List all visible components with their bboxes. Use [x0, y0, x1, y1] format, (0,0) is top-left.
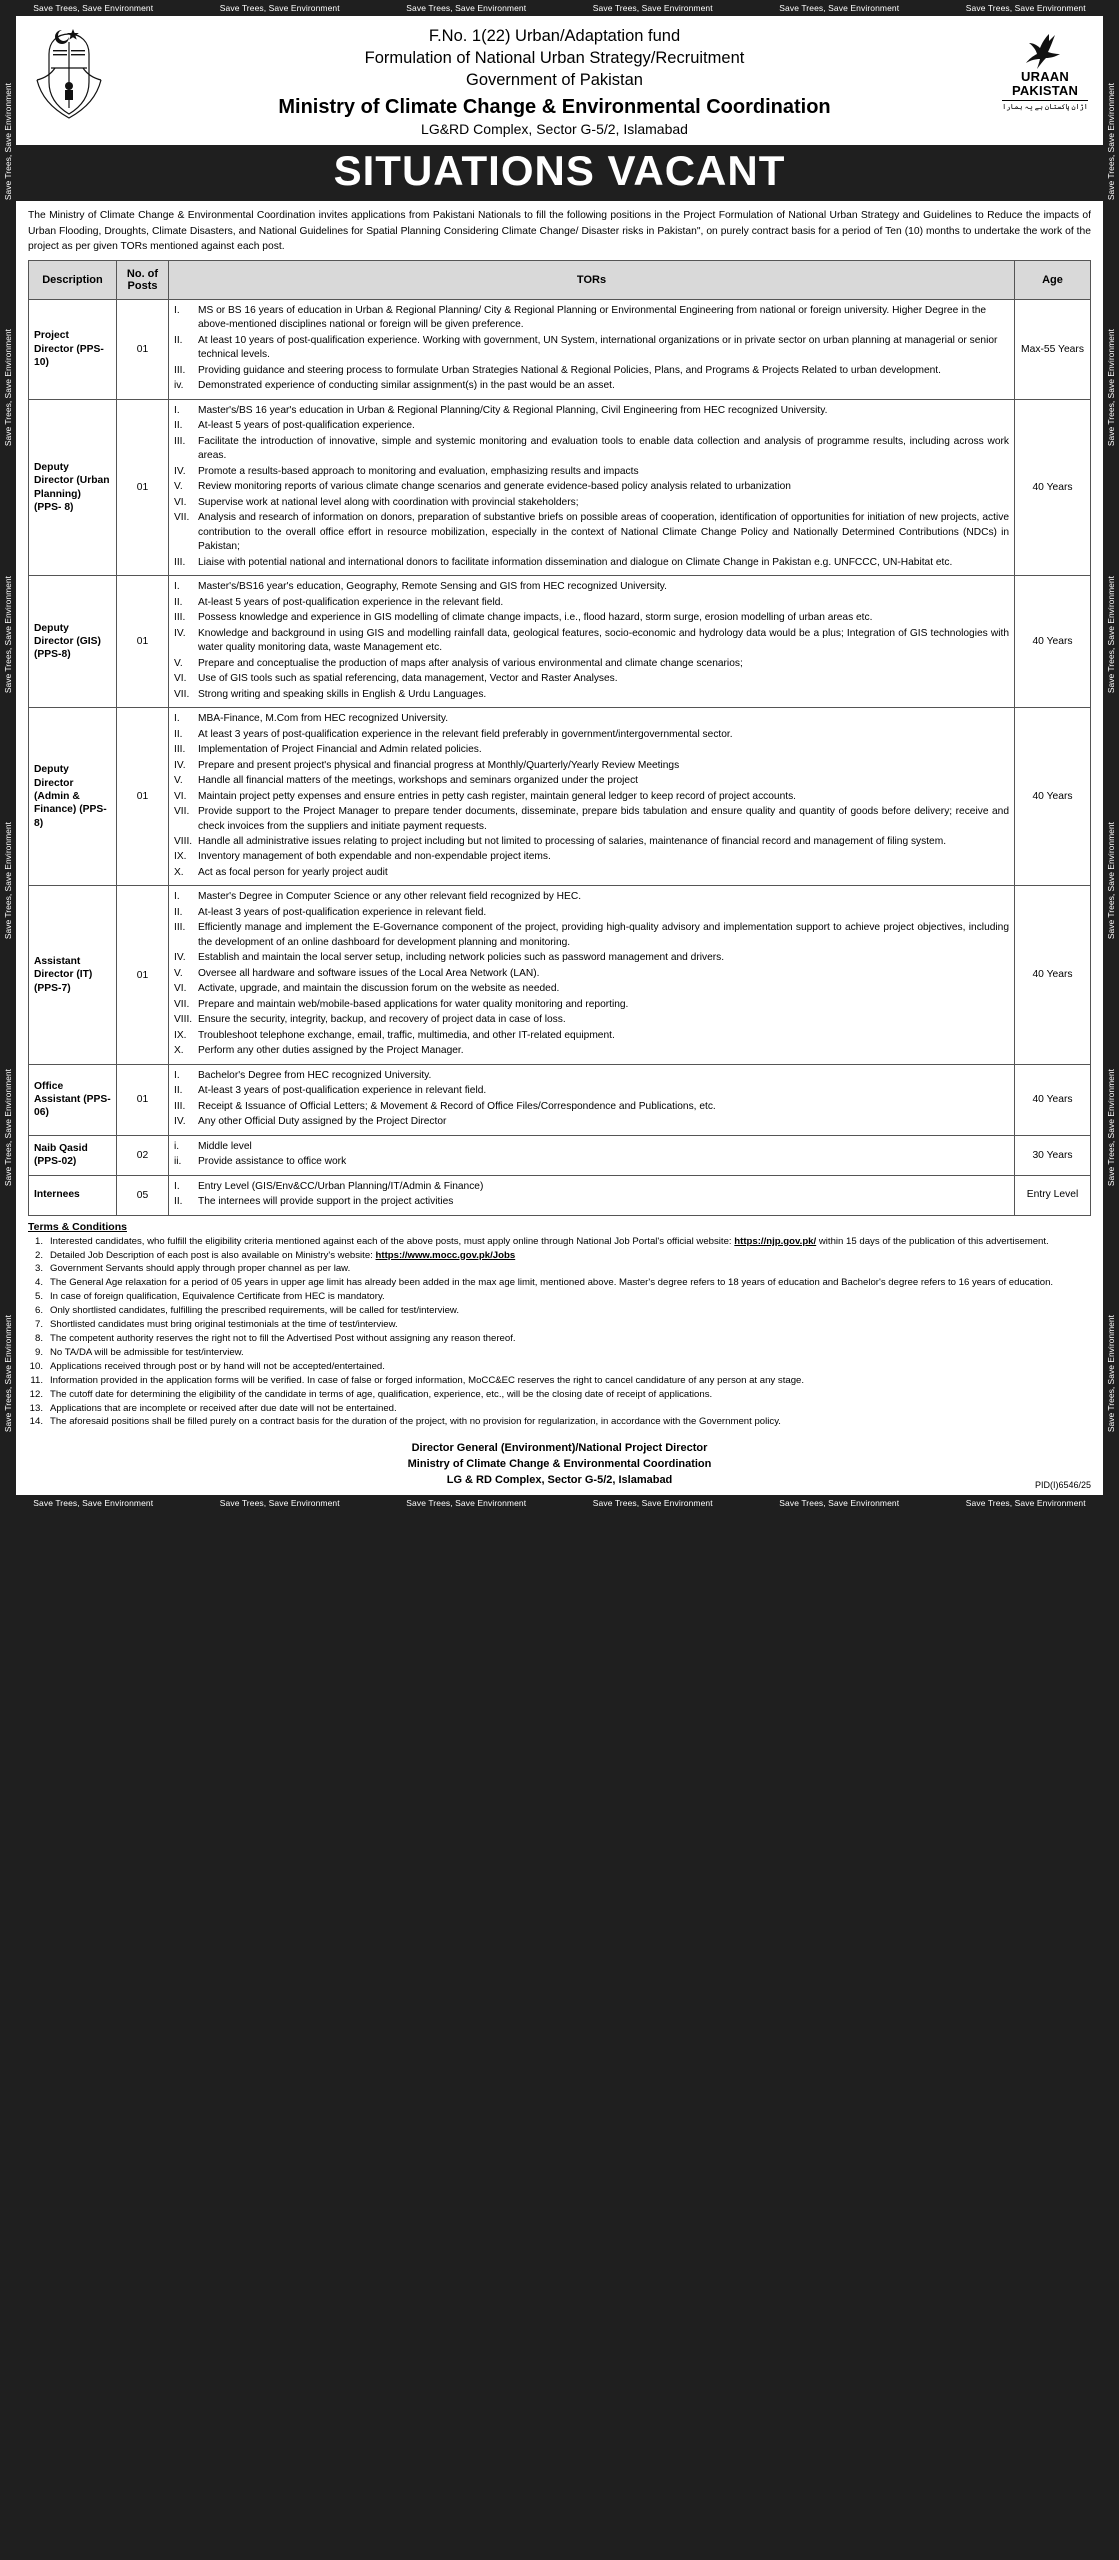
marquee-text: Save Trees, Save Environment	[219, 3, 340, 13]
job-tors	[169, 1064, 1015, 1135]
tor-text: Act as focal person for yearly project audit	[198, 866, 388, 878]
terms-item	[28, 1402, 1091, 1416]
tor-number: IX.	[174, 1029, 187, 1041]
tor-number: VI.	[174, 983, 187, 995]
tor-number: ii.	[174, 1156, 182, 1168]
job-age-limit: Entry Level	[1015, 1175, 1091, 1215]
tor-item	[174, 712, 1009, 726]
terms-item-text: Interested candidates, who fulfill the eligibility criteria mentioned against each of the above posts, must apply online through National Job Portal's official website: https://njp.gov.pk/ within 15 days of the publication of this advertisement.	[50, 1235, 1049, 1247]
job-age-limit: 40 Years	[1015, 399, 1091, 575]
job-tors	[169, 1175, 1015, 1215]
tor-text: Use of GIS tools such as spatial referencing, data management, Vector and Raster Analyses.	[198, 673, 618, 685]
job-age-limit: 40 Years	[1015, 576, 1091, 708]
tor-number: IV.	[174, 465, 186, 477]
masthead	[16, 16, 1103, 145]
column-header-tors: TORs	[169, 261, 1015, 300]
terms-item-number: 2.	[34, 1249, 43, 1261]
tor-number: VI.	[174, 496, 187, 508]
marquee-text: Save Trees, Save Environment	[3, 822, 13, 940]
terms-item-text: In case of foreign qualification, Equivalence Certificate from HEC is mandatory.	[50, 1291, 385, 1303]
tor-item	[174, 1155, 1009, 1169]
marquee-text: Save Trees, Save Environment	[779, 1498, 900, 1509]
office-address: LG&RD Complex, Sector G-5/2, Islamabad	[421, 121, 688, 138]
job-posts-count: 05	[117, 1175, 169, 1215]
tor-text: Analysis and research of information on donors, preparation of substantive briefs on possible areas of cooperation, identification of opportunities for initiation of new projects, active contribution to the overall office effort in resource mobilization, especially in the context of National Climate Change Policy and Nationally Determined Contributions (NDCs) in Pakistan;	[198, 512, 1009, 553]
tor-text: Maintain project petty expenses and ensure entries in petty cash register, maintain general ledger to keep record of project accounts.	[198, 790, 797, 802]
footer-address: LG & RD Complex, Sector G-5/2, Islamabad	[446, 1474, 673, 1487]
terms-item-text: Information provided in the application forms will be verified. In case of false or forged information, MoCC&EC reserves the right to cancel candidature of any person at any stage.	[50, 1374, 805, 1386]
tor-item	[174, 404, 1009, 418]
tor-item	[174, 967, 1009, 981]
job-description: Office Assistant (PPS-06)	[29, 1064, 117, 1135]
tor-number: I.	[174, 1069, 180, 1081]
tor-text: Facilitate the introduction of innovative, simple and systemic monitoring and evaluation tools to enable data collection and analysis of programme results, including across work areas.	[198, 435, 1009, 462]
tor-number: X.	[174, 866, 184, 878]
tor-number: II.	[174, 728, 183, 740]
tor-number: VII.	[174, 998, 190, 1010]
tor-text: Activate, upgrade, and maintain the discussion forum on the website as needed.	[198, 983, 560, 995]
tor-item	[174, 951, 1009, 965]
tor-item	[174, 334, 1009, 363]
job-tors	[169, 886, 1015, 1064]
terms-item	[28, 1304, 1091, 1318]
terms-item-number: 14.	[29, 1416, 43, 1428]
job-posts-count: 01	[117, 576, 169, 708]
tor-text: At least 10 years of post-qualification experience. Working with government, UN System, international organizations or in private sector on urban planning at managerial or senior technical levels.	[198, 334, 998, 361]
tor-number: VI.	[174, 673, 187, 685]
tor-number: VIII.	[174, 1014, 193, 1026]
marquee-text: Save Trees, Save Environment	[1106, 329, 1116, 447]
document-footer	[16, 1433, 1103, 1495]
tor-item	[174, 906, 1009, 920]
terms-item	[28, 1249, 1091, 1263]
marquee-text: Save Trees, Save Environment	[406, 1498, 527, 1509]
tor-number: IV.	[174, 1116, 186, 1128]
tor-text: Provide assistance to office work	[198, 1156, 347, 1168]
tor-text: Possess knowledge and experience in GIS modelling of climate change impacts, i.e., flood hazard, storm surge, erosion modelling of urban areas etc.	[198, 612, 873, 624]
tor-item	[174, 1195, 1009, 1209]
tor-item	[174, 1100, 1009, 1114]
pid-number: PID(I)6546/25	[1034, 1480, 1091, 1491]
tor-item	[174, 435, 1009, 464]
tor-number: III.	[174, 744, 186, 756]
terms-item-number: 9.	[34, 1346, 43, 1358]
tor-text: Providing guidance and steering process to formulate Urban Strategies National & Regional Policies, Plans, and Programs & Projects Related to urban development.	[198, 364, 941, 376]
terms-item-text: Shortlisted candidates must bring original testimonials at the time of test/interview.	[50, 1319, 398, 1331]
tor-number: II.	[174, 906, 183, 918]
terms-item-number: 4.	[34, 1277, 43, 1289]
tor-number: IV.	[174, 952, 186, 964]
tor-text: Bachelor's Degree from HEC recognized University.	[198, 1069, 432, 1081]
tor-text: At-least 3 years of post-qualification experience in relevant field.	[198, 1085, 487, 1097]
tor-item	[174, 465, 1009, 479]
tor-number: I.	[174, 404, 180, 416]
job-age-limit: Max-55 Years	[1015, 300, 1091, 400]
tor-number: III.	[174, 364, 186, 376]
job-posts-count: 01	[117, 708, 169, 886]
terms-item-number: 1.	[34, 1235, 43, 1247]
job-posts-count: 01	[117, 399, 169, 575]
tor-number: VII.	[174, 688, 190, 700]
tor-text: Oversee all hardware and software issues of the Local Area Network (LAN).	[198, 967, 540, 979]
uraan-logo-line1: URAAN	[1021, 69, 1069, 84]
terms-item	[28, 1415, 1091, 1429]
tor-text: Any other Official Duty assigned by the Project Director	[198, 1116, 447, 1128]
marquee-text: Save Trees, Save Environment	[592, 1498, 713, 1509]
bird-icon	[1019, 32, 1071, 70]
tor-item	[174, 556, 1009, 570]
job-description: Project Director (PPS-10)	[29, 300, 117, 400]
tor-number: II.	[174, 334, 183, 346]
tor-text: At-least 5 years of post-qualification experience.	[198, 420, 415, 432]
terms-item-text: Detailed Job Description of each post is also available on Ministry's website: https://www.mocc.gov.pk/Jobs	[50, 1249, 516, 1261]
terms-heading: Terms & Conditions	[28, 1220, 127, 1233]
tor-number: II.	[174, 596, 183, 608]
terms-item-text: The cutoff date for determining the eligibility of the candidate in terms of age, qualification, experience, etc., will be the closing date of receipt of applications.	[50, 1388, 713, 1400]
tor-number: I.	[174, 891, 180, 903]
tor-number: II.	[174, 1085, 183, 1097]
tor-text: Master's/BS16 year's education, Geography, Remote Sensing and GIS from HEC recognized University.	[198, 581, 667, 593]
terms-item-number: 13.	[29, 1402, 43, 1414]
tor-number: IV.	[174, 627, 186, 639]
tor-number: II.	[174, 1196, 183, 1208]
tor-item	[174, 379, 1009, 393]
marquee-text: Save Trees, Save Environment	[219, 1498, 340, 1509]
terms-list	[28, 1235, 1091, 1430]
terms-item	[28, 1276, 1091, 1290]
tor-item	[174, 580, 1009, 594]
tor-item	[174, 1115, 1009, 1129]
job-description: Deputy Director (GIS) (PPS-8)	[29, 576, 117, 708]
job-tors	[169, 1135, 1015, 1175]
tor-item	[174, 835, 1009, 849]
tor-number: V.	[174, 967, 183, 979]
marquee-text: Save Trees, Save Environment	[3, 1315, 13, 1433]
marquee-text: Save Trees, Save Environment	[1106, 575, 1116, 693]
tor-number: V.	[174, 657, 183, 669]
table-row	[29, 1175, 1091, 1215]
terms-item	[28, 1374, 1091, 1388]
tor-text: At-least 5 years of post-qualification experience in the relevant field.	[198, 596, 504, 608]
tor-text: Provide support to the Project Manager to prepare tender documents, disseminate, prepare bids tabulation and ensure quality and quantity of goods before delivery; receive and check invoices from the suppliers and initiate payment requests.	[198, 806, 1009, 832]
intro-paragraph: The Ministry of Climate Change & Environmental Coordination invites applications from Pakistani Nationals to fill the following positions in the Project Formulation of National Urban Strategy and Guidelines to Reduce the impacts of Urban Flooding, Droughts, Climate Disasters, and National Guidelines for Spatial Planning Considering Climate Change/ Disaster risks in Pakistan", on purely contract basis for a period of Ten (10) months to undertake the work of the project as per given TORs mentioned against each post.	[16, 201, 1103, 260]
tor-item	[174, 790, 1009, 804]
terms-item-text: The General Age relaxation for a period of 05 years in upper age limit has already been added in the max age limit, mentioned above. Master's degree refers to 18 years of education and Bachelor's degree refers to 16 years of education.	[50, 1277, 1054, 1289]
terms-item-text: Applications received through post or by hand will not be accepted/entertained.	[50, 1360, 385, 1372]
table-row	[29, 886, 1091, 1064]
tor-item	[174, 364, 1009, 378]
tor-number: I.	[174, 305, 180, 316]
column-header-description: Description	[29, 261, 117, 300]
tor-item	[174, 1084, 1009, 1098]
terms-item	[28, 1318, 1091, 1332]
table-header-row	[29, 261, 1091, 300]
marquee-text: Save Trees, Save Environment	[1106, 1068, 1116, 1186]
tor-text: Receipt & Issuance of Official Letters; & Movement & Record of Office Files/Correspondence and Publications, etc.	[198, 1100, 716, 1112]
tor-text: Troubleshoot telephone exchange, email, traffic, multimedia, and other IT-related equipment.	[198, 1029, 615, 1041]
marquee-text: Save Trees, Save Environment	[3, 329, 13, 447]
tor-number: VII.	[174, 806, 190, 818]
job-tors	[169, 300, 1015, 400]
tor-number: I.	[174, 1180, 180, 1192]
tor-number: III.	[174, 1100, 186, 1112]
tor-number: X.	[174, 1045, 184, 1057]
marquee-text: Save Trees, Save Environment	[33, 1498, 154, 1509]
marquee-text: Save Trees, Save Environment	[3, 575, 13, 693]
tor-item	[174, 611, 1009, 625]
tor-text: Demonstrated experience of conducting similar assignment(s) in the past would be an asset.	[198, 380, 615, 392]
tor-text: Handle all financial matters of the meetings, workshops and seminars organized under the project	[198, 775, 638, 787]
job-tors	[169, 708, 1015, 886]
tor-item	[174, 921, 1009, 950]
terms-item-text: The competent authority reserves the right not to fill the Advertised Post without assigning any reason thereof.	[50, 1332, 516, 1344]
uraan-pakistan-logo	[997, 22, 1093, 111]
terms-item	[28, 1235, 1091, 1249]
tor-text: MS or BS 16 years of education in Urban & Regional Planning/ City & Regional Planning or Environmental Engineering from national or foreign university. Higher Degree in the above-mentioned disciplines national or foreign will be given preference.	[198, 305, 987, 331]
marquee-text: Save Trees, Save Environment	[33, 3, 154, 13]
terms-link[interactable]: https://njp.gov.pk/	[734, 1235, 817, 1247]
tor-text: Establish and maintain the local server setup, including network policies such as password management and drivers.	[198, 952, 725, 964]
tor-item	[174, 596, 1009, 610]
tor-item	[174, 1069, 1009, 1083]
terms-item-number: 6.	[34, 1305, 43, 1317]
marquee-text: Save Trees, Save Environment	[1106, 822, 1116, 940]
tor-item	[174, 1180, 1009, 1194]
tor-item	[174, 1013, 1009, 1027]
tor-item	[174, 496, 1009, 510]
ministry-title: Ministry of Climate Change & Environmental Coordination	[278, 96, 831, 119]
tor-text: Prepare and present project's physical and financial progress at Monthly/Quarterly/Yearly Review Meetings	[198, 759, 680, 771]
tor-item	[174, 657, 1009, 671]
terms-link[interactable]: https://www.mocc.gov.pk/Jobs	[375, 1249, 516, 1261]
job-posts-count: 02	[117, 1135, 169, 1175]
tor-text: Strong writing and speaking skills in English & Urdu Languages.	[198, 688, 487, 700]
table-row	[29, 1135, 1091, 1175]
tor-text: At least 3 years of post-qualification experience in the relevant field preferably in government/intergovernmental sector.	[198, 728, 733, 740]
tor-number: I.	[174, 713, 180, 725]
tor-item	[174, 480, 1009, 494]
job-tors	[169, 576, 1015, 708]
tor-item	[174, 688, 1009, 702]
terms-and-conditions	[16, 1216, 1103, 1434]
job-posts-count: 01	[117, 300, 169, 400]
footer-designation: Director General (Environment)/National Project Director	[411, 1442, 708, 1455]
job-tors	[169, 399, 1015, 575]
table-row	[29, 576, 1091, 708]
tor-item	[174, 759, 1009, 773]
tor-item	[174, 419, 1009, 433]
tor-text: Master's Degree in Computer Science or any other relevant field recognized by HEC.	[198, 891, 582, 903]
job-posts-count: 01	[117, 1064, 169, 1135]
terms-item-number: 10.	[29, 1360, 43, 1372]
marquee-text: Save Trees, Save Environment	[406, 3, 527, 13]
job-description: Internees	[29, 1175, 117, 1215]
tor-text: MBA-Finance, M.Com from HEC recognized University.	[198, 713, 449, 725]
tor-number: III.	[174, 556, 186, 568]
terms-item-text: Applications that are incomplete or received after due date will not be entertained.	[50, 1402, 397, 1414]
marquee-text: Save Trees, Save Environment	[965, 3, 1086, 13]
tor-number: IV.	[174, 759, 186, 771]
marquee-text: Save Trees, Save Environment	[3, 82, 13, 200]
terms-item-number: 3.	[34, 1263, 43, 1275]
tor-item	[174, 627, 1009, 656]
tor-text: At-least 3 years of post-qualification experience in relevant field.	[198, 906, 487, 918]
tor-text: The internees will provide support in the project activities	[198, 1196, 454, 1208]
situations-vacant-banner: SITUATIONS VACANT	[16, 145, 1103, 201]
tor-text: Promote a results-based approach to monitoring and evaluation, emphasizing results and impacts	[198, 465, 639, 477]
table-row	[29, 399, 1091, 575]
job-age-limit: 40 Years	[1015, 886, 1091, 1064]
job-age-limit: 40 Years	[1015, 1064, 1091, 1135]
terms-item	[28, 1332, 1091, 1346]
marquee-bottom	[0, 1495, 1119, 1511]
job-description: Assistant Director (IT) (PPS-7)	[29, 886, 117, 1064]
terms-item-number: 5.	[34, 1291, 43, 1303]
tor-text: Review monitoring reports of various climate change scenarios and generate evidence-based policy analysis related to urbanization	[198, 481, 791, 493]
tor-text: Perform any other duties assigned by the Project Manager.	[198, 1045, 464, 1057]
government-line: Government of Pakistan	[465, 70, 643, 89]
marquee-left	[0, 18, 16, 1497]
tor-item	[174, 890, 1009, 904]
masthead-text	[112, 22, 997, 137]
uraan-logo-urdu: اڑان پاکستان ہے یہ ہمارا	[1002, 100, 1088, 111]
terms-item-text: The aforesaid positions shall be filled purely on a contract basis for the duration of the project, with no provision for regularization, in accordance with the Government policy.	[50, 1416, 781, 1428]
marquee-text: Save Trees, Save Environment	[965, 1498, 1086, 1509]
tor-number: IX.	[174, 851, 187, 863]
tor-text: Prepare and conceptualise the production of maps after analysis of various environmental and climate change scenarios;	[198, 657, 743, 669]
terms-item	[28, 1346, 1091, 1360]
column-header-age: Age	[1015, 261, 1091, 300]
marquee-text: Save Trees, Save Environment	[1106, 1315, 1116, 1433]
tor-number: II.	[174, 420, 183, 432]
job-description: Naib Qasid (PPS-02)	[29, 1135, 117, 1175]
terms-item	[28, 1388, 1091, 1402]
terms-item-number: 11.	[30, 1374, 43, 1386]
marquee-text: Save Trees, Save Environment	[3, 1068, 13, 1186]
document-body	[16, 16, 1103, 1495]
tor-text: Master's/BS 16 year's education in Urban & Regional Planning/City & Regional Planning, Civil Engineering from HEC recognized University.	[198, 404, 828, 416]
terms-item-text: Only shortlisted candidates, fulfilling the prescribed requirements, will be called for test/interview.	[50, 1305, 459, 1317]
terms-item-text: No TA/DA will be admissible for test/interview.	[50, 1346, 244, 1358]
jobs-table-wrapper	[16, 260, 1103, 1216]
job-posts-count: 01	[117, 886, 169, 1064]
tor-number: VI.	[174, 790, 187, 802]
tor-item	[174, 304, 1009, 333]
tor-number: i.	[174, 1140, 180, 1152]
tor-number: VIII.	[174, 835, 193, 847]
tor-item	[174, 743, 1009, 757]
tor-item	[174, 866, 1009, 880]
uraan-logo-line2: PAKISTAN	[1011, 82, 1079, 98]
tor-text: Middle level	[198, 1140, 252, 1152]
tor-text: Entry Level (GIS/Env&CC/Urban Planning/IT/Admin & Finance)	[198, 1180, 484, 1192]
tor-item	[174, 850, 1009, 864]
marquee-text: Save Trees, Save Environment	[592, 3, 713, 13]
tor-item	[174, 998, 1009, 1012]
tor-number: I.	[174, 581, 180, 593]
tor-item	[174, 1044, 1009, 1058]
tor-number: iv.	[174, 380, 184, 392]
marquee-text: Save Trees, Save Environment	[1106, 82, 1116, 200]
tor-item	[174, 1029, 1009, 1043]
tor-item	[174, 982, 1009, 996]
tor-text: Efficiently manage and implement the E-Governance component of the project, providing high-quality advisory and implementation support to achieve project objectives, including the development of an online dashboard for development planning and monitoring.	[198, 922, 1009, 948]
subject-line: Formulation of National Urban Strategy/Recruitment	[364, 48, 745, 67]
tor-item	[174, 774, 1009, 788]
pakistan-state-emblem-icon	[26, 22, 112, 124]
tor-text: Inventory management of both expendable and non-expendable project items.	[198, 851, 551, 863]
column-header-posts: No. of Posts	[117, 261, 169, 300]
job-age-limit: 30 Years	[1015, 1135, 1091, 1175]
marquee-top	[0, 0, 1119, 16]
marquee-text: Save Trees, Save Environment	[779, 3, 900, 13]
tor-text: Ensure the security, integrity, backup, and recovery of project data in case of loss.	[198, 1014, 566, 1026]
terms-item-number: 12.	[29, 1388, 43, 1400]
tor-item	[174, 511, 1009, 554]
tor-item	[174, 1140, 1009, 1154]
tor-text: Implementation of Project Financial and Admin related policies.	[198, 744, 482, 756]
tor-text: Liaise with potential national and international donors to facilitate information dissemination and dialogue on Climate Change in Pakistan e.g. UNFCCC, UN-Habitat etc.	[198, 556, 953, 568]
tor-text: Handle all administrative issues relating to project including but not limited to processing of salaries, maintenance of financial record and management of filing system.	[198, 835, 947, 847]
job-description: Deputy Director (Admin & Finance) (PPS-8)	[29, 708, 117, 886]
terms-item	[28, 1360, 1091, 1374]
tor-item	[174, 805, 1009, 834]
table-row	[29, 708, 1091, 886]
terms-item	[28, 1262, 1091, 1276]
file-number: F.No. 1(22) Urban/Adaptation fund	[428, 27, 681, 45]
tor-number: III.	[174, 612, 186, 624]
footer-ministry: Ministry of Climate Change & Environmental Coordination	[407, 1458, 712, 1471]
tor-text: Prepare and maintain web/mobile-based applications for water quality monitoring and reporting.	[198, 998, 629, 1010]
tor-text: Supervise work at national level along with coordination with provincial stakeholders;	[198, 496, 579, 508]
tor-number: V.	[174, 775, 183, 787]
tor-item	[174, 728, 1009, 742]
job-age-limit: 40 Years	[1015, 708, 1091, 886]
tor-item	[174, 672, 1009, 686]
tor-number: VII.	[174, 512, 190, 524]
terms-item-text: Government Servants should apply through proper channel as per law.	[50, 1263, 351, 1275]
terms-item-number: 7.	[34, 1319, 43, 1331]
tor-number: III.	[174, 922, 186, 934]
tor-number: V.	[174, 481, 183, 493]
terms-item	[28, 1290, 1091, 1304]
job-description: Deputy Director (Urban Planning) (PPS- 8)	[29, 399, 117, 575]
terms-item-number: 8.	[34, 1332, 43, 1344]
tor-number: III.	[174, 435, 186, 447]
jobs-table	[28, 260, 1091, 1216]
tor-text: Knowledge and background in using GIS and modelling rainfall data, geological features, socio-economic and hydrology data would be a plus; Integration of GIS technologies with water quality monitoring data, waste Management etc.	[198, 627, 1009, 654]
table-row	[29, 300, 1091, 400]
table-row	[29, 1064, 1091, 1135]
marquee-right	[1103, 18, 1119, 1497]
